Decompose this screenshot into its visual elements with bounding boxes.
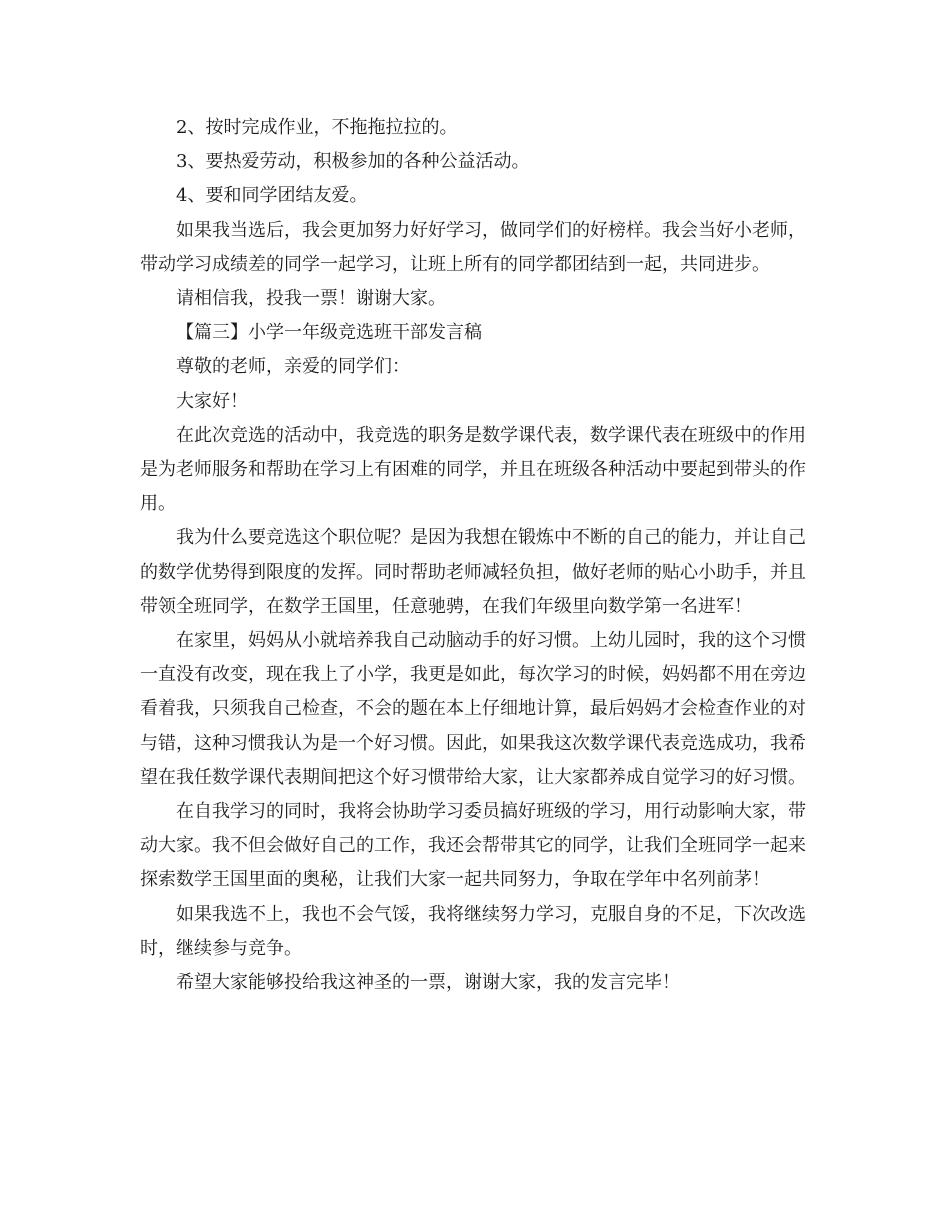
paragraph-promise: 如果我当选后，我会更加努力好好学习，做同学们的好榜样。我会当好小老师，带动学习成绩差的同学一起学习，让班上所有的同学都团结到一起，共同进步。 xyxy=(140,219,806,275)
paragraph-cooperation: 在自我学习的同时，我将会协助学习委员搞好班级的学习，用行动影响大家，带动大家。我不但会做好自己的工作，我还会帮带其它的同学，让我们全班同学一起来探索数学王国里面的奥秘，让我们大家一起共同努力，争取在学年中名列前茅！ xyxy=(140,801,806,891)
paragraph-rule-2: 2、按时完成作业，不拖拖拉拉的。 xyxy=(176,117,458,138)
document-body xyxy=(140,111,816,1000)
paragraph-vote-request: 请相信我，投我一票！谢谢大家。 xyxy=(176,288,446,310)
paragraph-if-not-elected: 如果我选不上，我也不会气馁，我将继续努力学习，克服自身的不足，下次改选时，继续参与竞争。 xyxy=(140,903,806,959)
paragraph-rule-4: 4、要和同学团结友爱。 xyxy=(176,185,368,207)
paragraph-reason: 我为什么要竞选这个职位呢？是因为我想在锻炼中不断的自己的能力，并让自己的数学优势得到限度的发挥。同时帮助老师减轻负担，做好老师的贴心小助手，并且带领全班同学，在数学王国里，任意驰骋，在我们年级里向数学第一名进军！ xyxy=(140,527,806,617)
paragraph-salutation: 尊敬的老师，亲爱的同学们： xyxy=(176,356,410,378)
paragraph-greeting: 大家好！ xyxy=(176,390,248,412)
paragraph-closing: 希望大家能够投给我这神圣的一票，谢谢大家，我的发言完毕！ xyxy=(176,972,680,994)
paragraph-role: 在此次竞选的活动中，我竞选的职务是数学课代表，数学课代表在班级中的作用是为老师服务和帮助在学习上有困难的同学，并且在班级各种活动中要起到带头的作用。 xyxy=(140,424,806,515)
paragraph-habit: 在家里，妈妈从小就培养我自己动脑动手的好习惯。上幼儿园时，我的这个习惯一直没有改变，现在我上了小学，我更是如此，每次学习的时候，妈妈都不用在旁边看着我，只须我自己检查，不会的题在本上仔细地计算，最后妈妈才会检查作业的对与错，这种习惯我认为是一个好习惯。因此，如果我这次数学课代表竞选成功，我希望在我任数学课代表期间把这个好习惯带给大家，让大家都养成自觉学习的好习惯。 xyxy=(140,630,806,788)
paragraph-rule-3: 3、要热爱劳动，积极参加的各种公益活动。 xyxy=(176,151,530,173)
section-heading: 【篇三】小学一年级竞选班干部发言稿 xyxy=(176,322,482,344)
